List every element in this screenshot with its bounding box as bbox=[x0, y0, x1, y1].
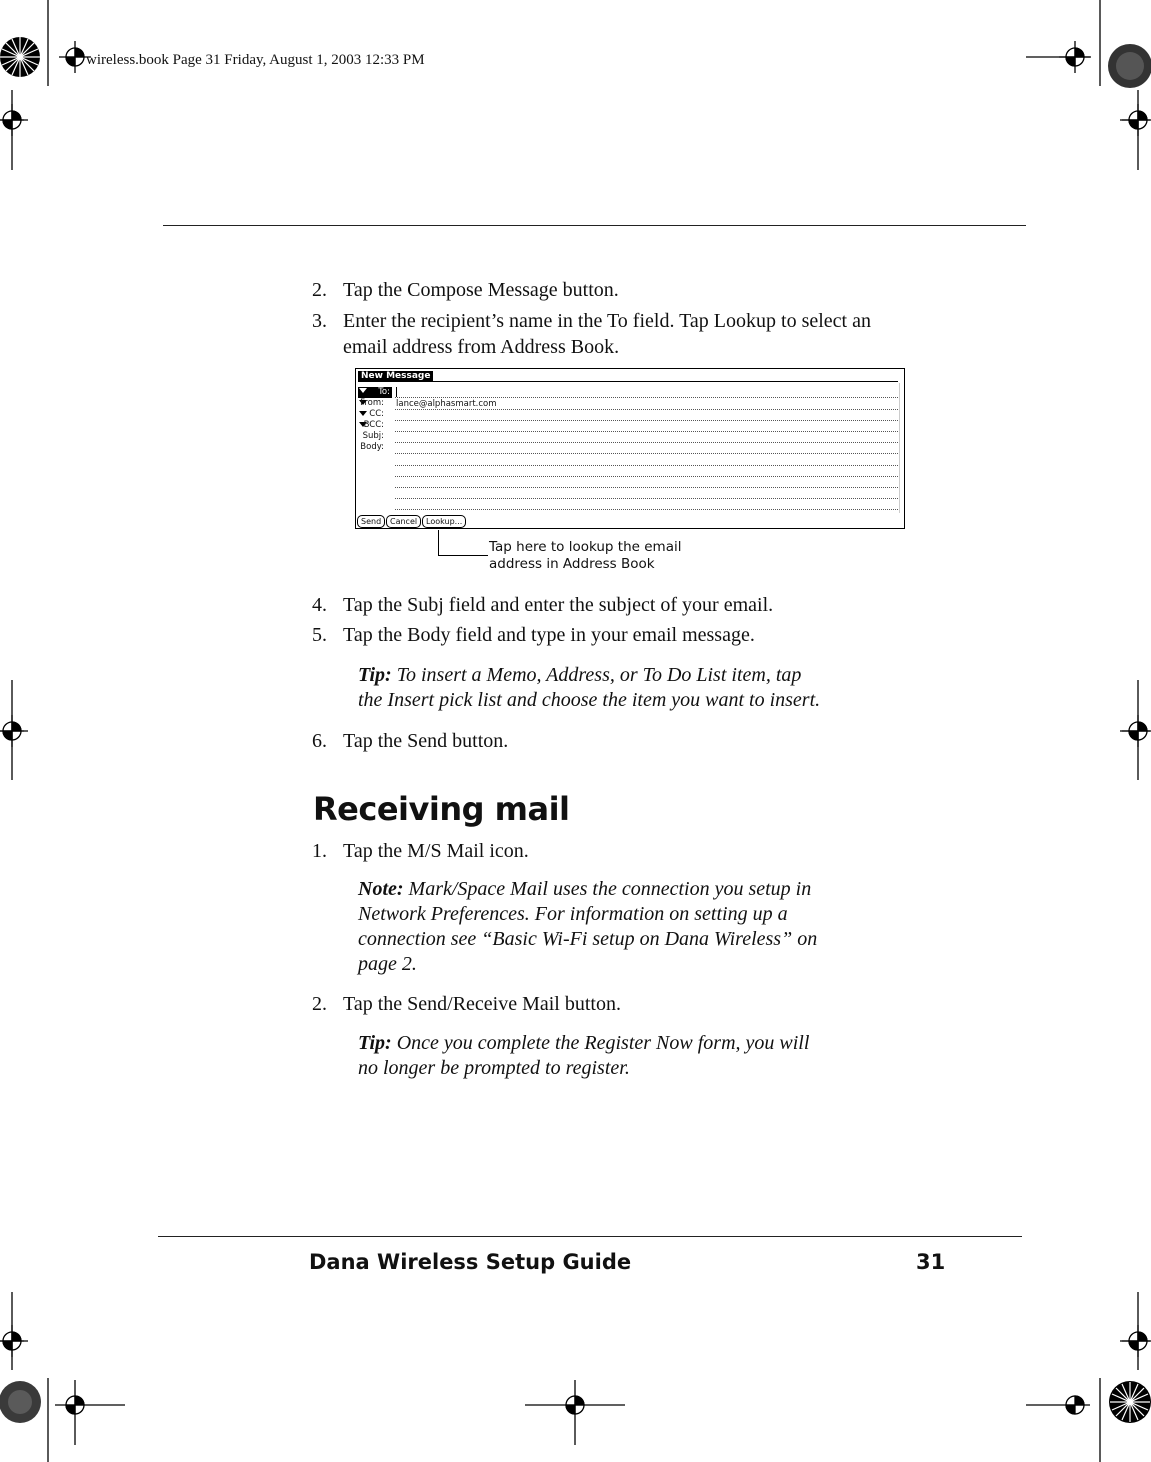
tip-insert bbox=[358, 663, 820, 713]
note-label: Note: bbox=[358, 878, 404, 900]
callout-text bbox=[489, 539, 681, 573]
footer-title: Dana Wireless Setup Guide bbox=[309, 1250, 632, 1274]
print-slug: wireless.book Page 31 Friday, August 1, 2003 12:33 PM bbox=[86, 52, 425, 68]
section-heading: Receiving mail bbox=[313, 790, 570, 828]
note-text-2: Network Preferences. For information on setting up a bbox=[358, 903, 788, 925]
step-3-continuation: email address from Address Book. bbox=[343, 336, 620, 358]
footer-rule bbox=[158, 1236, 1022, 1237]
subj-label: Subj: bbox=[362, 431, 384, 441]
step-6 bbox=[312, 728, 508, 754]
tip-register bbox=[358, 1031, 809, 1081]
tip-label: Tip: bbox=[358, 664, 392, 686]
new-message-screenshot bbox=[355, 368, 905, 529]
note-text-3: connection see “Basic Wi-Fi setup on Dana Wireless” on bbox=[358, 928, 818, 950]
tip-text-2: no longer be prompted to register. bbox=[358, 1057, 630, 1079]
step-number: 5. bbox=[312, 624, 327, 646]
scrollbar[interactable] bbox=[899, 383, 903, 513]
note-text-4: page 2. bbox=[358, 953, 417, 975]
bcc-label: BCC: bbox=[363, 420, 384, 430]
cc-label: CC: bbox=[369, 409, 384, 419]
note-connection bbox=[358, 877, 817, 977]
step-number: 6. bbox=[312, 730, 327, 752]
step-5 bbox=[312, 622, 755, 648]
body-label: Body: bbox=[360, 442, 384, 452]
receive-step-1 bbox=[312, 838, 529, 864]
callout-leader bbox=[438, 530, 439, 556]
step-3 bbox=[312, 308, 871, 334]
step-text: Tap the Send button. bbox=[343, 730, 509, 752]
callout-line-2: address in Address Book bbox=[489, 556, 655, 572]
tip-text-1: To insert a Memo, Address, or To Do List item, tap bbox=[391, 664, 802, 686]
step-4 bbox=[312, 592, 773, 618]
step-text: Tap the Body field and type in your email message. bbox=[343, 624, 755, 646]
body-line[interactable] bbox=[356, 498, 898, 510]
step-text: Tap the Compose Message button. bbox=[343, 279, 619, 301]
step-text: Enter the recipient’s name in the To field. Tap Lookup to select an bbox=[343, 310, 871, 332]
note-text-1: Mark/Space Mail uses the connection you setup in bbox=[403, 878, 812, 900]
body-field[interactable] bbox=[356, 442, 898, 454]
lookup-button[interactable]: Lookup... bbox=[422, 515, 466, 528]
to-label: To: bbox=[378, 387, 390, 397]
from-value: lance@alphasmart.com bbox=[396, 399, 497, 409]
step-number: 3. bbox=[312, 310, 327, 332]
step-number: 2. bbox=[312, 279, 327, 301]
step-text: Tap the Send/Receive Mail button. bbox=[343, 993, 621, 1015]
send-button[interactable]: Send bbox=[357, 515, 385, 528]
from-label: From: bbox=[360, 398, 384, 408]
step-text: Tap the Subj field and enter the subject of your email. bbox=[343, 594, 774, 616]
step-text: Tap the M/S Mail icon. bbox=[343, 840, 529, 862]
cc-dropdown-arrow-icon[interactable] bbox=[359, 411, 367, 416]
tip-text-1: Once you complete the Register Now form, you will bbox=[391, 1032, 810, 1054]
tip-text-2: the Insert pick list and choose the item you want to insert. bbox=[358, 689, 821, 711]
page-number: 31 bbox=[916, 1250, 946, 1274]
cancel-button[interactable]: Cancel bbox=[386, 515, 421, 528]
step-number: 2. bbox=[312, 993, 327, 1015]
title-underline bbox=[358, 381, 898, 382]
callout-line-1: Tap here to lookup the email bbox=[489, 539, 682, 555]
header-rule bbox=[163, 225, 1026, 226]
receive-step-2 bbox=[312, 991, 621, 1017]
step-number: 4. bbox=[312, 594, 327, 616]
callout-leader bbox=[438, 555, 488, 556]
to-field[interactable] bbox=[356, 386, 898, 398]
screen-title: New Message bbox=[358, 371, 433, 382]
tip-label: Tip: bbox=[358, 1032, 392, 1054]
step-2 bbox=[312, 277, 619, 303]
step-number: 1. bbox=[312, 840, 327, 862]
